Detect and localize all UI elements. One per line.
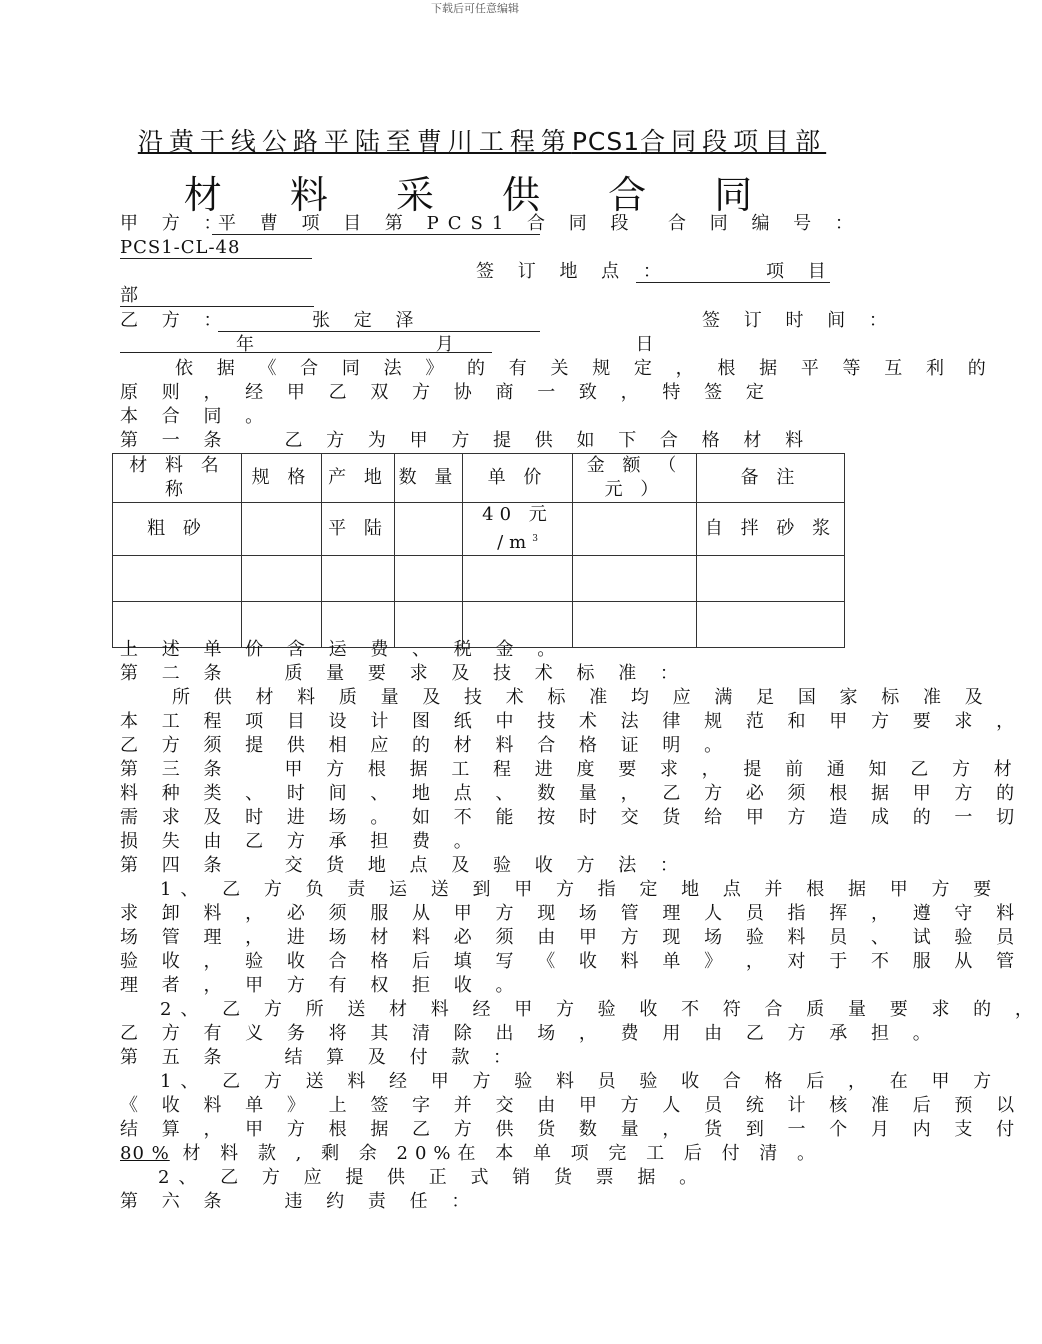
empty-cell [573, 556, 697, 602]
col-header-name: 材 料 名 称 [113, 454, 242, 503]
party-a-value: 平 曹 项 目 第 PCS1 合 同 段 [218, 213, 638, 234]
sign-place-value: 项 目 [766, 261, 835, 282]
article-3-line-1: 第 三 条 甲 方 根 据 工 程 进 度 要 求 ， 提 前 通 知 乙 方 材 [120, 759, 1021, 780]
article-4-line-3: 场 管 理 ， 进 场 材 料 必 须 由 甲 方 现 场 验 料 员 、 试 验 员 [120, 927, 1024, 948]
cell-amount [573, 503, 697, 556]
article-4-line-1: 1、 乙 方 负 责 运 送 到 甲 方 指 定 地 点 并 根 据 甲 方 要 [160, 879, 1001, 900]
article-5-line-5: 2、 乙 方 应 提 供 正 式 销 货 票 据 。 [158, 1167, 707, 1188]
price-text: 40 元 /m [482, 504, 553, 553]
article-6-title: 第 六 条 违 约 责 任 ： [120, 1191, 479, 1212]
party-a-underline [212, 234, 540, 235]
cell-name: 粗 砂 [113, 503, 242, 556]
party-b-underline [218, 331, 540, 332]
empty-cell [697, 556, 845, 602]
empty-cell [395, 556, 463, 602]
sign-place-underline-2 [120, 306, 314, 307]
col-header-origin: 产 地 [322, 454, 395, 503]
intro-line-3: 本 合 同 。 [120, 406, 273, 427]
page-header: 下载后可任意编辑 [431, 2, 519, 15]
article-3-line-4: 损 失 由 乙 方 承 担 费 。 [120, 831, 481, 852]
title-part-b: PCS1 [571, 127, 641, 156]
sign-date-underline [120, 352, 492, 353]
article-3-line-3: 需 求 及 时 进 场 。 如 不 能 按 时 交 货 给 甲 方 造 成 的 一 切 [120, 807, 1024, 828]
document-title-line1 [120, 122, 844, 158]
article-2-line-2: 本 工 程 项 目 设 计 图 纸 中 技 术 法 律 规 范 和 甲 方 要 求 ， [120, 711, 1024, 732]
payment-rest: 材 料 款 , 剩 余 20%在 本 单 项 完 工 后 付 清 。 [169, 1143, 823, 1164]
sign-place-underline [636, 282, 830, 283]
table-row [113, 556, 845, 602]
sign-place-value-cont: 部 [120, 285, 147, 306]
article-2-title: 第 二 条 质 量 要 求 及 技 术 标 准 ： [120, 663, 687, 684]
title-part-a: 沿黄干线公路平陆至曹川工程第 [137, 127, 572, 156]
empty-cell [463, 556, 573, 602]
article-4-line-7: 乙 方 有 义 务 将 其 清 除 出 场 ， 费 用 由 乙 方 承 担 。 [120, 1023, 940, 1044]
article-5-line-1: 1、 乙 方 送 料 经 甲 方 验 料 员 验 收 合 格 后 ， 在 甲 方 [160, 1071, 1001, 1092]
article-3-line-2: 料 种 类 、 时 间 、 地 点 、 数 量 ， 乙 方 必 须 根 据 甲 方 的 [120, 783, 1024, 804]
col-header-note: 备 注 [697, 454, 845, 503]
party-b-label: 乙 方 ： [120, 310, 231, 331]
empty-cell [113, 556, 242, 602]
article-4-line-5: 理 者 ， 甲 方 有 权 拒 收 。 [120, 975, 523, 996]
article-5-line-3: 结 算 ， 甲 方 根 据 乙 方 供 货 数 量 ， 货 到 一 个 月 内 支 付 [120, 1119, 1024, 1140]
after-table-note: 上 述 单 价 含 运 费 、 税 金 。 [120, 639, 565, 660]
party-b-value: 张 定 泽 [312, 310, 423, 331]
article-4-line-6: 2、 乙 方 所 送 材 料 经 甲 方 验 收 不 符 合 质 量 要 求 的 ， [160, 999, 1042, 1020]
sign-time-label: 签 订 时 间 ： [702, 310, 896, 331]
payment-percent: 80 % [120, 1143, 170, 1164]
materials-table [112, 453, 845, 648]
sign-place-label: 签 订 地 点 ： [476, 261, 670, 282]
article-4-line-2: 求 卸 料 ， 必 须 服 从 甲 方 现 场 管 理 人 员 指 挥 ， 遵 守 料 [120, 903, 1024, 924]
document-title-line2: 材 料 采 供 合 同 [183, 173, 781, 217]
article-5-line-4 [120, 1142, 844, 1166]
article-5-title: 第 五 条 结 算 及 付 款 ： [120, 1047, 521, 1068]
article-2-line-1: 所 供 材 料 质 量 及 技 术 标 准 均 应 满 足 国 家 标 准 及 [172, 687, 992, 708]
col-header-spec: 规 格 [242, 454, 322, 503]
cell-note: 自 拌 砂 浆 [697, 503, 845, 556]
contract-no-underline [120, 258, 312, 259]
contract-no-label: 合 同 编 号 ： [668, 213, 862, 234]
col-header-price: 单 价 [463, 454, 573, 503]
contract-no-value: PCS1-CL-48 [120, 237, 241, 258]
party-a-label: 甲 方 ： [120, 213, 231, 234]
cell-price [463, 503, 573, 556]
article-1-title: 第 一 条 乙 方 为 甲 方 提 供 如 下 合 格 材 料 [120, 430, 813, 451]
article-2-line-3: 乙 方 须 提 供 相 应 的 材 料 合 格 证 明 。 [120, 735, 732, 756]
empty-cell [322, 556, 395, 602]
article-4-title: 第 四 条 交 货 地 点 及 验 收 方 法 ： [120, 855, 687, 876]
intro-line-1: 依 据 《 合 同 法 》 的 有 关 规 定 ， 根 据 平 等 互 利 的 [175, 358, 995, 379]
title-part-c: 合同段项目部 [640, 127, 827, 156]
intro-line-2: 原 则 ， 经 甲 乙 双 方 协 商 一 致 ， 特 签 定 [120, 382, 773, 403]
price-superscript: 3 [532, 534, 538, 544]
col-header-qty: 数 量 [395, 454, 463, 503]
cell-origin: 平 陆 [322, 503, 395, 556]
table-row [113, 503, 845, 556]
table-header-row [113, 454, 845, 503]
empty-cell [242, 556, 322, 602]
article-5-line-2: 《 收 料 单 》 上 签 字 并 交 由 甲 方 人 员 统 计 核 准 后 预 以 [120, 1095, 1024, 1116]
cell-spec [242, 503, 322, 556]
article-4-line-4: 验 收 ， 验 收 合 格 后 填 写 《 收 料 单 》 ， 对 于 不 服 从 管 [120, 951, 1024, 972]
cell-qty [395, 503, 463, 556]
col-header-amount: 金 额 （ 元 ） [573, 454, 697, 503]
sign-date: 年 月 日 [236, 334, 742, 355]
